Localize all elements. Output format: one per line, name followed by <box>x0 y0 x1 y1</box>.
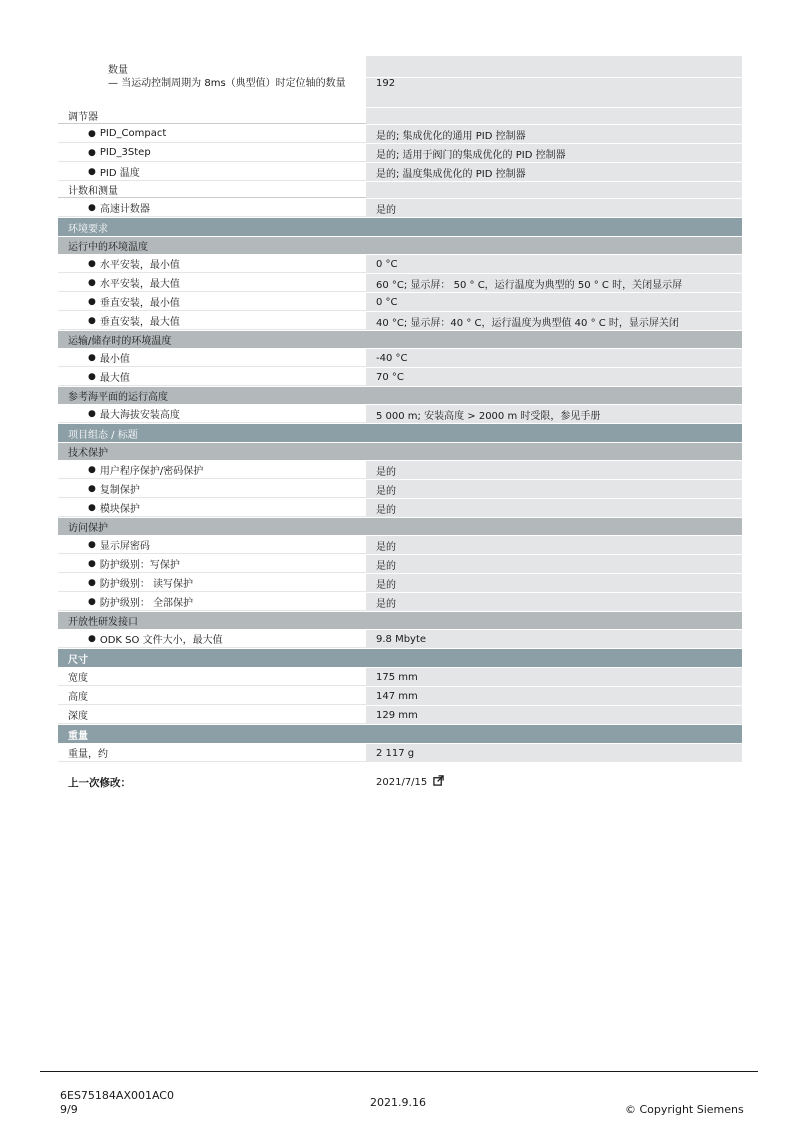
spec-value-cell <box>366 630 742 648</box>
spec-label-cell <box>58 331 366 348</box>
spec-label: 水平安装，最大值 <box>99 279 180 290</box>
spec-row <box>58 274 742 293</box>
spec-label: — 当运动控制周期为 8ms（典型值）时定位轴的数量 <box>108 78 346 89</box>
spec-row <box>58 630 742 649</box>
spec-row <box>58 518 742 536</box>
spec-label-cell <box>58 182 366 198</box>
spec-label-cell <box>58 349 366 367</box>
spec-value-cell <box>366 612 742 629</box>
spec-label: 防护级别：写保护 <box>99 560 180 571</box>
spec-value-cell <box>366 593 742 611</box>
footer-copyright: © Copyright Siemens <box>625 1103 744 1116</box>
spec-row <box>58 593 742 612</box>
spec-label: 模块保护 <box>99 504 140 515</box>
spec-row <box>58 255 742 274</box>
spec-label-cell <box>58 687 366 705</box>
spec-value-cell <box>366 480 742 498</box>
spec-value-cell <box>366 744 742 762</box>
spec-row <box>58 331 742 349</box>
spec-row <box>58 536 742 555</box>
spec-value: 是的 <box>376 504 396 516</box>
spec-value: 2 117 g <box>376 747 415 759</box>
spec-label: PID_Compact <box>99 128 167 139</box>
spec-value: 是的 <box>376 466 396 478</box>
spec-value: 是的 <box>376 204 396 216</box>
spec-row <box>58 424 742 443</box>
external-link-icon[interactable] <box>433 775 444 789</box>
spec-row <box>58 237 742 255</box>
bullet-icon: ● <box>88 128 96 139</box>
spec-label-cell <box>58 499 366 517</box>
spec-label-cell <box>58 725 366 743</box>
spec-row <box>58 78 742 108</box>
spec-value: 0 °C <box>376 296 398 308</box>
spec-value-cell <box>366 237 742 254</box>
bullet-icon: ● <box>88 577 96 588</box>
spec-value-cell <box>366 518 742 535</box>
spec-label: 技术保护 <box>68 448 108 459</box>
spec-value-cell <box>366 424 742 442</box>
spec-value: 是的; 温度集成优化的 PID 控制器 <box>376 168 526 180</box>
spec-label: 重量 <box>68 730 88 742</box>
footer-page-number: 9/9 <box>60 1103 78 1116</box>
spec-label: 宽度 <box>68 673 88 684</box>
spec-value: 60 °C; 显示屏： 50 ° C，运行温度为典型的 50 ° C 时，关闭显示屏 <box>376 279 683 291</box>
spec-value-cell <box>366 144 742 162</box>
spec-label-cell <box>58 612 366 629</box>
spec-label: 运输/储存时的环境温度 <box>68 336 172 347</box>
bullet-icon: ● <box>88 277 96 288</box>
spec-label-cell <box>58 274 366 292</box>
bullet-icon: ● <box>88 408 96 419</box>
spec-label-cell <box>58 518 366 535</box>
spec-label-cell <box>58 293 366 311</box>
spec-row <box>58 555 742 574</box>
spec-value: -40 °C <box>376 352 408 364</box>
spec-row <box>58 56 742 78</box>
spec-label: 复制保护 <box>99 485 140 496</box>
spec-value-cell <box>366 461 742 479</box>
spec-label: 高速计数器 <box>99 204 150 215</box>
footer-order-number: 6ES75184AX001AC0 <box>60 1089 174 1102</box>
bullet-icon: ● <box>88 352 96 363</box>
spec-label-cell <box>58 424 366 442</box>
spec-value-cell <box>366 536 742 554</box>
spec-value: 是的; 适用于阀门的集成优化的 PID 控制器 <box>376 149 566 161</box>
spec-label-cell <box>58 163 366 181</box>
spec-value: 192 <box>376 78 396 89</box>
footer-date: 2021.9.16 <box>370 1096 426 1109</box>
bullet-icon: ● <box>88 371 96 382</box>
bullet-icon: ● <box>88 483 96 494</box>
spec-label: 最大值 <box>99 373 130 384</box>
spec-row <box>58 744 742 763</box>
spec-row <box>58 387 742 405</box>
spec-label: 最小值 <box>99 354 130 365</box>
spec-value-cell <box>366 274 742 292</box>
spec-label-cell <box>58 668 366 686</box>
bullet-icon: ● <box>88 166 96 177</box>
spec-label: 数量 <box>108 65 128 76</box>
last-modified-value-cell <box>366 773 742 791</box>
spec-value-cell <box>366 255 742 273</box>
bullet-icon: ● <box>88 296 96 307</box>
spec-value: 是的 <box>376 560 396 572</box>
spec-label: PID 温度 <box>99 168 140 179</box>
spec-row <box>58 349 742 368</box>
footer-divider <box>40 1071 758 1072</box>
spec-value: 是的 <box>376 598 396 610</box>
spec-label: 计数和测量 <box>68 186 118 197</box>
bullet-icon: ● <box>88 558 96 569</box>
spec-label: 访问保护 <box>68 523 108 534</box>
spec-value-cell <box>366 687 742 705</box>
spec-value-cell <box>366 405 742 423</box>
spec-label-cell <box>58 78 366 107</box>
spec-label: 水平安装，最小值 <box>99 260 180 271</box>
spec-value-cell <box>366 163 742 181</box>
bullet-icon: ● <box>88 596 96 607</box>
spec-value-cell <box>366 312 742 330</box>
spec-row <box>58 668 742 687</box>
spec-row <box>58 199 742 218</box>
bullet-icon: ● <box>88 539 96 550</box>
spec-row <box>58 312 742 331</box>
spec-label-cell <box>58 56 366 77</box>
spec-label-cell <box>58 144 366 162</box>
spec-row <box>58 499 742 518</box>
spec-value-cell <box>366 108 742 124</box>
spec-value-cell <box>366 725 742 743</box>
spec-label-cell <box>58 108 366 124</box>
spec-label: PID_3Step <box>99 147 151 158</box>
spec-label-cell <box>58 649 366 667</box>
spec-value-cell <box>366 199 742 217</box>
spec-label-cell <box>58 574 366 592</box>
spec-label: 防护级别： 读写保护 <box>99 579 194 590</box>
spec-row <box>58 405 742 424</box>
spec-value-cell <box>366 78 742 107</box>
datasheet-table <box>58 56 742 791</box>
spec-label-cell <box>58 443 366 460</box>
spec-value-cell <box>366 499 742 517</box>
spec-label: 参考海平面的运行高度 <box>68 392 168 403</box>
spec-label: 防护级别： 全部保护 <box>99 598 194 609</box>
spec-value: 147 mm <box>376 690 418 702</box>
spec-value: 0 °C <box>376 258 398 270</box>
spec-label-cell <box>58 237 366 254</box>
spec-label-cell <box>58 125 366 143</box>
spec-row <box>58 725 742 744</box>
spec-row <box>58 293 742 312</box>
spec-label-cell <box>58 536 366 554</box>
spec-value-cell <box>366 125 742 143</box>
spec-label: ODK SO 文件大小，最大值 <box>99 635 223 646</box>
spec-label: 最大海拔安装高度 <box>99 410 180 421</box>
spec-row <box>58 218 742 237</box>
spec-value-cell <box>366 668 742 686</box>
bullet-icon: ● <box>88 258 96 269</box>
spec-label-cell <box>58 255 366 273</box>
spec-value: 40 °C; 显示屏：40 ° C，运行温度为典型值 40 ° C 时，显示屏关闭 <box>376 317 679 329</box>
spec-row <box>58 125 742 144</box>
bullet-icon: ● <box>88 502 96 513</box>
spec-label: 项目组态 / 标题 <box>68 429 138 441</box>
spec-value: 175 mm <box>376 671 418 683</box>
spec-value: 是的 <box>376 579 396 591</box>
spec-label-cell <box>58 706 366 724</box>
spec-value: 70 °C <box>376 371 404 383</box>
spec-row <box>58 649 742 668</box>
spec-label-cell <box>58 368 366 386</box>
spec-value-cell <box>366 331 742 348</box>
last-modified-value: 2021/7/15 <box>376 776 428 788</box>
spec-value-cell <box>366 555 742 573</box>
spec-label: 重量，约 <box>68 749 108 760</box>
spec-value-cell <box>366 706 742 724</box>
spec-label-cell <box>58 461 366 479</box>
spec-value: 是的; 集成优化的通用 PID 控制器 <box>376 130 526 142</box>
spec-row <box>58 480 742 499</box>
spec-label-cell <box>58 593 366 611</box>
spec-label: 深度 <box>68 711 88 722</box>
spec-value: 9.8 Mbyte <box>376 633 427 645</box>
spec-row <box>58 443 742 461</box>
spec-value-cell <box>366 349 742 367</box>
spec-value-cell <box>366 182 742 198</box>
last-modified-label: 上一次修改： <box>68 776 131 789</box>
spec-row <box>58 163 742 182</box>
bullet-icon: ● <box>88 147 96 158</box>
spec-label: 垂直安装，最大值 <box>99 317 180 328</box>
spec-label-cell <box>58 480 366 498</box>
bullet-icon: ● <box>88 315 96 326</box>
spec-label: 尺寸 <box>68 654 88 666</box>
spec-label: 环境要求 <box>68 223 108 235</box>
spec-label-cell <box>58 199 366 217</box>
spec-row <box>58 687 742 706</box>
spec-label-cell <box>58 405 366 423</box>
spec-label: 垂直安装，最小值 <box>99 298 180 309</box>
spec-value-cell <box>366 368 742 386</box>
spec-value: 是的 <box>376 485 396 497</box>
spec-row <box>58 182 742 199</box>
spec-label-cell <box>58 630 366 648</box>
spec-row <box>58 706 742 725</box>
spec-value-cell <box>366 387 742 404</box>
spec-label-cell <box>58 387 366 404</box>
spec-label: 运行中的环境温度 <box>68 242 148 253</box>
spec-value: 是的 <box>376 541 396 553</box>
spec-value-cell <box>366 649 742 667</box>
spec-value-cell <box>366 443 742 460</box>
spec-label-cell <box>58 312 366 330</box>
spec-label-cell <box>58 218 366 236</box>
spec-label-cell <box>58 744 366 762</box>
last-modified-row <box>58 773 742 791</box>
bullet-icon: ● <box>88 464 96 475</box>
spec-value: 5 000 m; 安装高度 > 2000 m 时受限，参见手册 <box>376 410 601 422</box>
spec-row <box>58 461 742 480</box>
bullet-icon: ● <box>88 633 96 644</box>
spec-value-cell <box>366 218 742 236</box>
spec-value-cell <box>366 56 742 77</box>
spec-label: 开放性研发接口 <box>68 617 138 628</box>
spec-row <box>58 108 742 125</box>
spec-label: 调节器 <box>68 112 98 123</box>
spec-label: 显示屏密码 <box>99 541 150 552</box>
spec-value-cell <box>366 574 742 592</box>
spec-label: 用户程序保护/密码保护 <box>99 466 204 477</box>
spec-label: 高度 <box>68 692 88 703</box>
spec-row <box>58 574 742 593</box>
bullet-icon: ● <box>88 202 96 213</box>
spec-row <box>58 368 742 387</box>
spec-label-cell <box>58 555 366 573</box>
spec-value: 129 mm <box>376 709 418 721</box>
spec-row <box>58 612 742 630</box>
spec-row <box>58 144 742 163</box>
spec-value-cell <box>366 293 742 311</box>
